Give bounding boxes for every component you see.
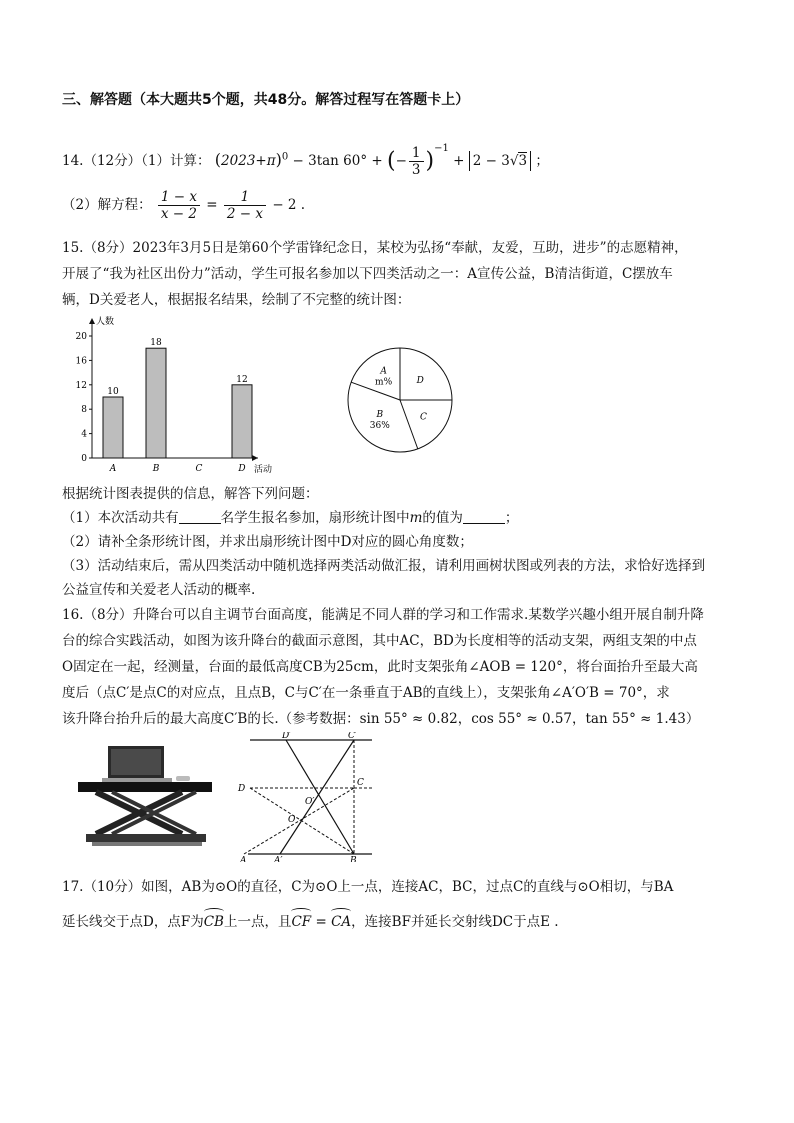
label-cp: C′ — [348, 732, 357, 741]
pie-value-b: 36% — [369, 421, 390, 432]
bar-b — [146, 348, 166, 458]
pie-label-d: D — [416, 375, 424, 386]
support-ap-cp — [280, 740, 354, 854]
label-b: B — [350, 856, 357, 862]
category-label-a: A — [109, 464, 117, 474]
pie-chart — [330, 330, 470, 470]
data-label-a: 10 — [107, 387, 119, 397]
bar-chart — [62, 310, 302, 480]
q16-line4: 度后（点C′是点C的对应点，且点B，C与C′在一条垂直于AB的直线上），支架张角∠A′O′B = 70°，求 — [62, 685, 670, 701]
bar-d — [232, 385, 252, 458]
q14-prefix: 14.（12分）（1）计算： — [62, 153, 211, 169]
q15-sub3-line2: 公益宣传和关爱老人活动的概率. — [62, 582, 256, 598]
category-label-c: C — [195, 464, 203, 474]
x-axis-label: 活动 — [254, 465, 273, 475]
arc-cb: CB — [203, 914, 224, 930]
q15-sub3-line1: （3）活动结束后，需从四类活动中随机选择两类活动做汇报，请利用画树状图或列表的方法，求恰好选择到 — [62, 558, 706, 574]
answer-blank-1[interactable] — [179, 509, 221, 524]
q14-rhs-tail: − 2 . — [272, 197, 306, 213]
q17-line1: 17.（10分）如图，AB为⊙O的直径，C为⊙O上一点，连接AC，BC，过点C的直线与⊙O相切，与BA — [62, 879, 674, 895]
mouse — [176, 776, 190, 781]
q14-part2 — [62, 186, 305, 224]
y-tick-label: 4 — [81, 429, 87, 440]
pie-label-a: A — [380, 366, 387, 377]
label-d: D — [238, 784, 246, 794]
data-label-b: 18 — [150, 338, 162, 349]
dashed-ac — [244, 788, 354, 854]
pie-value-a: m% — [375, 377, 393, 388]
data-label-d: 12 — [236, 374, 248, 385]
category-label-d: D — [238, 464, 246, 474]
q14-lhs-fraction: $\frac{1 - x}{x - 2}$ — [158, 189, 200, 222]
q14-part2-prefix: （2）解方程： — [62, 197, 152, 213]
arc-ca: CA — [331, 914, 352, 930]
q16-line1: 16.（8分）升降台可以自主调节台面高度，能满足不同人群的学习和工作需求.某数学兴趣小组开展自制升降 — [62, 607, 704, 623]
q15-after-chart: 根据统计图表提供的信息，解答下列问题： — [62, 486, 319, 502]
label-dp: D′ — [282, 732, 292, 741]
y-axis-label: 人数 — [96, 317, 115, 327]
y-tick-label: 8 — [81, 405, 87, 416]
y-axis-arrow-icon — [89, 318, 95, 324]
label-c: C — [357, 778, 364, 788]
x-axis-arrow-icon — [252, 455, 258, 461]
pie-label-c: C — [419, 412, 427, 423]
section-heading: 三、解答题（本大题共5个题，共48分。解答过程写在答题卡上） — [62, 92, 470, 108]
q16-line3: O固定在一起，经测量，台面的最低高度CB为25cm，此时支架张角∠AOB = 120°，将台面抬升至最大高 — [62, 659, 698, 675]
q14-rhs-fraction: $\frac{1}{2 - x}$ — [224, 189, 266, 222]
y-tick-label: 12 — [75, 380, 87, 391]
label-ap: A′ — [274, 856, 283, 862]
geometry-diagram — [236, 732, 376, 862]
q14-semicolon: ； — [535, 153, 549, 169]
q14-exp0: 0 — [281, 151, 289, 163]
pie-label-b: B — [376, 410, 384, 421]
q16-line2: 台的综合实践活动，如图为该升降台的截面示意图，其中AC，BD为长度相等的活动支架，两组支架的中点 — [62, 633, 697, 649]
y-tick-label: 20 — [75, 332, 87, 342]
q15-sub1: （1）本次活动共有 名学生报名参加，扇形统计图中m的值为 ； — [62, 510, 519, 526]
laptop-base — [102, 778, 172, 782]
q14-part1: 14.（12分）（1）计算： $(2023+\pi)^0 - 3\tan$ 60° + (− $\frac{1}{3}$ )$^{-1}$ + 2 − 3√3 ； — [62, 143, 549, 178]
q17-line2: 延长线交于点D，点F为CB上一点，且CF = CA，连接BF并延长交射线DC于点E . — [62, 914, 559, 930]
q15-line3: 辆，D关爱老人，根据报名结果，绘制了不完整的统计图： — [62, 292, 411, 308]
lifting-table-photo — [72, 742, 222, 852]
label-a: A — [240, 856, 247, 862]
arc-cf: CF — [291, 914, 312, 930]
table-base — [86, 834, 206, 842]
q14-exp-neg1: −1 — [434, 143, 449, 154]
bar-a — [103, 397, 123, 458]
q16-line5: 该升降台抬升后的最大高度C′B的长.（参考数据：sin 55° ≈ 0.82，cos 55° ≈ 0.57，tan 55° ≈ 1.43） — [62, 711, 700, 727]
category-label-b: B — [152, 464, 160, 474]
q14-base: 2023+π — [221, 153, 276, 169]
q15-line2: 开展了“我为社区出份力”活动，学生可报名参加以下四类活动之一：A宣传公益，B清洁街道，C摆放车 — [62, 266, 673, 282]
q15-sub2: （2）请补全条形统计图，并求出扇形统计图中D对应的圆心角度数； — [62, 534, 473, 550]
support-dp-b — [286, 740, 354, 854]
label-o: O — [288, 815, 296, 825]
q14-equals: = — [206, 197, 218, 213]
label-op: O′ — [305, 797, 315, 807]
q14-fraction: $\frac{1}{3}$ — [409, 145, 424, 178]
q14-term2: − 3tan 60° + — [292, 153, 383, 169]
y-tick-label: 16 — [75, 356, 87, 367]
q14-abs: 2 − 3√3 — [469, 151, 531, 171]
q15-line1: 15.（8分）2023年3月5日是第60个学雷锋纪念日，某校为弘扬“奉献，友爱，互助，进步”的志愿精神， — [62, 240, 688, 256]
y-tick-label: 0 — [81, 454, 87, 464]
answer-blank-2[interactable] — [463, 509, 505, 524]
